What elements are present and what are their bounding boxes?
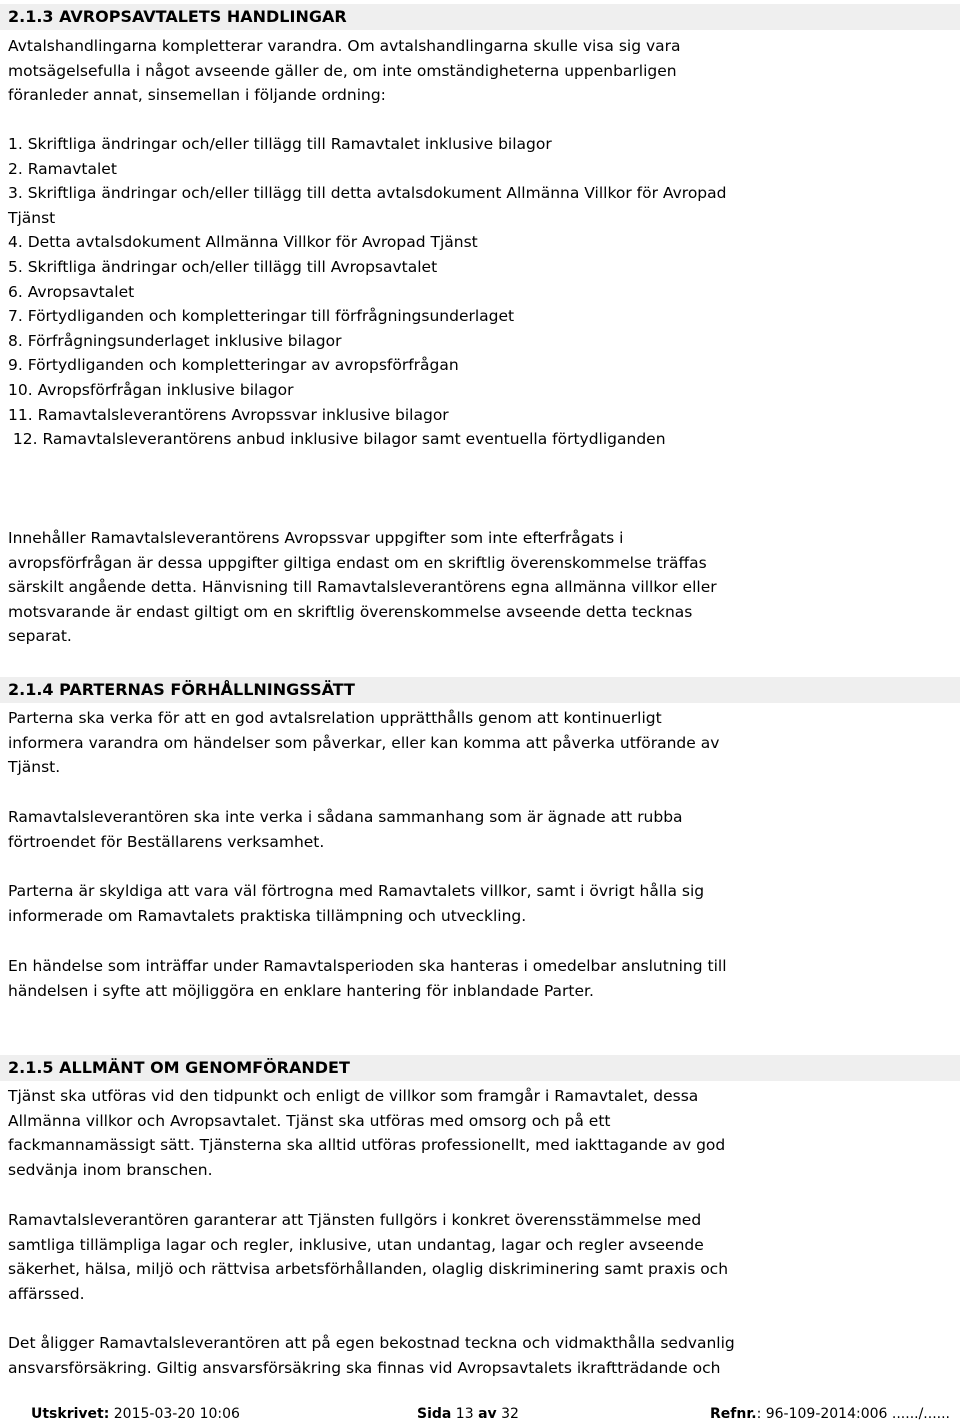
text-line: Allmänna villkor och Avropsavtalet. Tjänst ska utföras med omsorg och på ett xyxy=(8,1111,611,1130)
text-line: ansvarsförsäkring. Giltig ansvarsförsäkring ska finnas vid Avropsavtalets ikraftträdande och xyxy=(8,1358,721,1377)
text-line: motsvarande är endast giltigt om en skriftlig överenskommelse avseende detta tecknas xyxy=(8,602,693,621)
paragraph xyxy=(8,954,958,1003)
printed-label: Utskrivet: xyxy=(31,1406,110,1422)
text-line: sedvänja inom branschen. xyxy=(8,1160,213,1179)
list-item: 2. Ramavtalet xyxy=(8,159,117,178)
text-line: separat. xyxy=(8,627,72,646)
page-number xyxy=(417,1404,519,1424)
list-item: 8. Förfrågningsunderlaget inklusive bilagor xyxy=(8,331,342,350)
text-line: samtliga tillämpliga lagar och regler, inklusive, utan undantag, lagar och regler avseende xyxy=(8,1235,704,1254)
page-current: 13 xyxy=(451,1406,479,1422)
text-line: säkerhet, hälsa, miljö och rättvisa arbetsförhållanden, olaglig diskriminering samt praxis och xyxy=(8,1260,729,1279)
section-heading-2-1-5: 2.1.5 ALLMÄNT OM GENOMFÖRANDET xyxy=(0,1055,960,1081)
text-line: Parterna ska verka för att en god avtalsrelation upprätthålls genom att kontinuerligt xyxy=(8,709,662,727)
page-of-label: av xyxy=(478,1406,497,1422)
list-item: 7. Förtydliganden och kompletteringar till förfrågningsunderlaget xyxy=(8,307,515,326)
paragraph xyxy=(8,1331,958,1380)
text-line: fackmannamässigt sätt. Tjänsterna ska alltid utföras professionellt, med iakttagande av god xyxy=(8,1136,726,1155)
list-item: 1. Skriftliga ändringar och/eller tillägg till Ramavtalet inklusive bilagor xyxy=(8,135,552,153)
section-heading-2-1-4: 2.1.4 PARTERNAS FÖRHÅLLNINGSSÄTT xyxy=(0,677,960,703)
note-paragraph xyxy=(8,526,958,649)
ref-value: : 96-109-2014:006 ....../...... xyxy=(756,1406,951,1422)
paragraph xyxy=(8,1208,958,1306)
text-line: Avtalshandlingarna kompletterar varandra. Om avtalshandlingarna skulle visa sig vara xyxy=(8,37,681,55)
text-line: En händelse som inträffar under Ramavtalsperioden ska hanteras i omedelbar anslutning till xyxy=(8,957,727,975)
paragraph xyxy=(8,805,958,854)
list-item: 6. Avropsavtalet xyxy=(8,282,135,301)
text-line: särskilt angående detta. Hänvisning till Ramavtalsleverantörens egna allmänna villkor eller xyxy=(8,578,717,597)
paragraph xyxy=(8,879,958,928)
text-line: Ramavtalsleverantören garanterar att Tjänsten fullgörs i konkret överensstämmelse med xyxy=(8,1211,702,1229)
text-line: affärssed. xyxy=(8,1284,85,1303)
text-line: motsägelsefulla i något avseende gäller de, om inte omständigheterna uppenbarligen xyxy=(8,61,677,80)
text-line: förtroendet för Beställarens verksamhet. xyxy=(8,832,325,851)
printed-value: 2015-03-20 10:06 xyxy=(109,1406,240,1422)
text-line: informerade om Ramavtalets praktiska tillämpning och utveckling. xyxy=(8,906,527,925)
list-item: 12. Ramavtalsleverantörens anbud inklusive bilagor samt eventuella förtydliganden xyxy=(8,430,666,449)
text-line: Innehåller Ramavtalsleverantörens Avropssvar uppgifter som inte efterfrågats i xyxy=(8,529,624,547)
paragraph xyxy=(8,1084,958,1182)
page-footer xyxy=(0,1404,960,1424)
intro-paragraph xyxy=(8,34,958,108)
list-item: Tjänst xyxy=(8,208,56,227)
list-item: 11. Ramavtalsleverantörens Avropssvar inklusive bilagor xyxy=(8,405,449,424)
section-heading-2-1-3: 2.1.3 AVROPSAVTALETS HANDLINGAR xyxy=(0,4,960,30)
text-line: Det åligger Ramavtalsleverantören att på egen bekostnad teckna och vidmakthålla sedvanlig xyxy=(8,1334,735,1352)
text-line: informera varandra om händelser som påverkar, eller kan komma att påverka utförande av xyxy=(8,733,720,752)
precedence-list xyxy=(8,132,958,452)
text-line: föranleder annat, sinsemellan i följande ordning: xyxy=(8,86,386,105)
list-item: 10. Avropsförfrågan inklusive bilagor xyxy=(8,380,294,399)
list-item: 4. Detta avtalsdokument Allmänna Villkor för Avropad Tjänst xyxy=(8,233,478,252)
page-label: Sida xyxy=(417,1406,452,1422)
printed-date xyxy=(31,1404,240,1424)
text-line: Tjänst ska utföras vid den tidpunkt och enligt de villkor som framgår i Ramavtalet, dessa xyxy=(8,1087,699,1105)
list-item: 9. Förtydliganden och kompletteringar av avropsförfrågan xyxy=(8,356,459,375)
text-line: avropsförfrågan är dessa uppgifter giltiga endast om en skriftlig överenskommelse träffas xyxy=(8,553,707,572)
list-item: 5. Skriftliga ändringar och/eller tillägg till Avropsavtalet xyxy=(8,257,438,276)
ref-label: Refnr. xyxy=(710,1406,757,1422)
paragraph xyxy=(8,706,958,780)
text-line: Ramavtalsleverantören ska inte verka i sådana sammanhang som är ägnade att rubba xyxy=(8,808,683,826)
reference-number xyxy=(710,1404,950,1424)
text-line: Tjänst. xyxy=(8,758,61,777)
text-line: Parterna är skyldiga att vara väl förtrogna med Ramavtalets villkor, samt i övrigt hålla sig xyxy=(8,882,705,900)
text-line: händelsen i syfte att möjliggöra en enklare hantering för inblandade Parter. xyxy=(8,981,594,1000)
list-item: 3. Skriftliga ändringar och/eller tillägg till detta avtalsdokument Allmänna Villkor för Avropad xyxy=(8,184,727,203)
page-total: 32 xyxy=(496,1406,519,1422)
